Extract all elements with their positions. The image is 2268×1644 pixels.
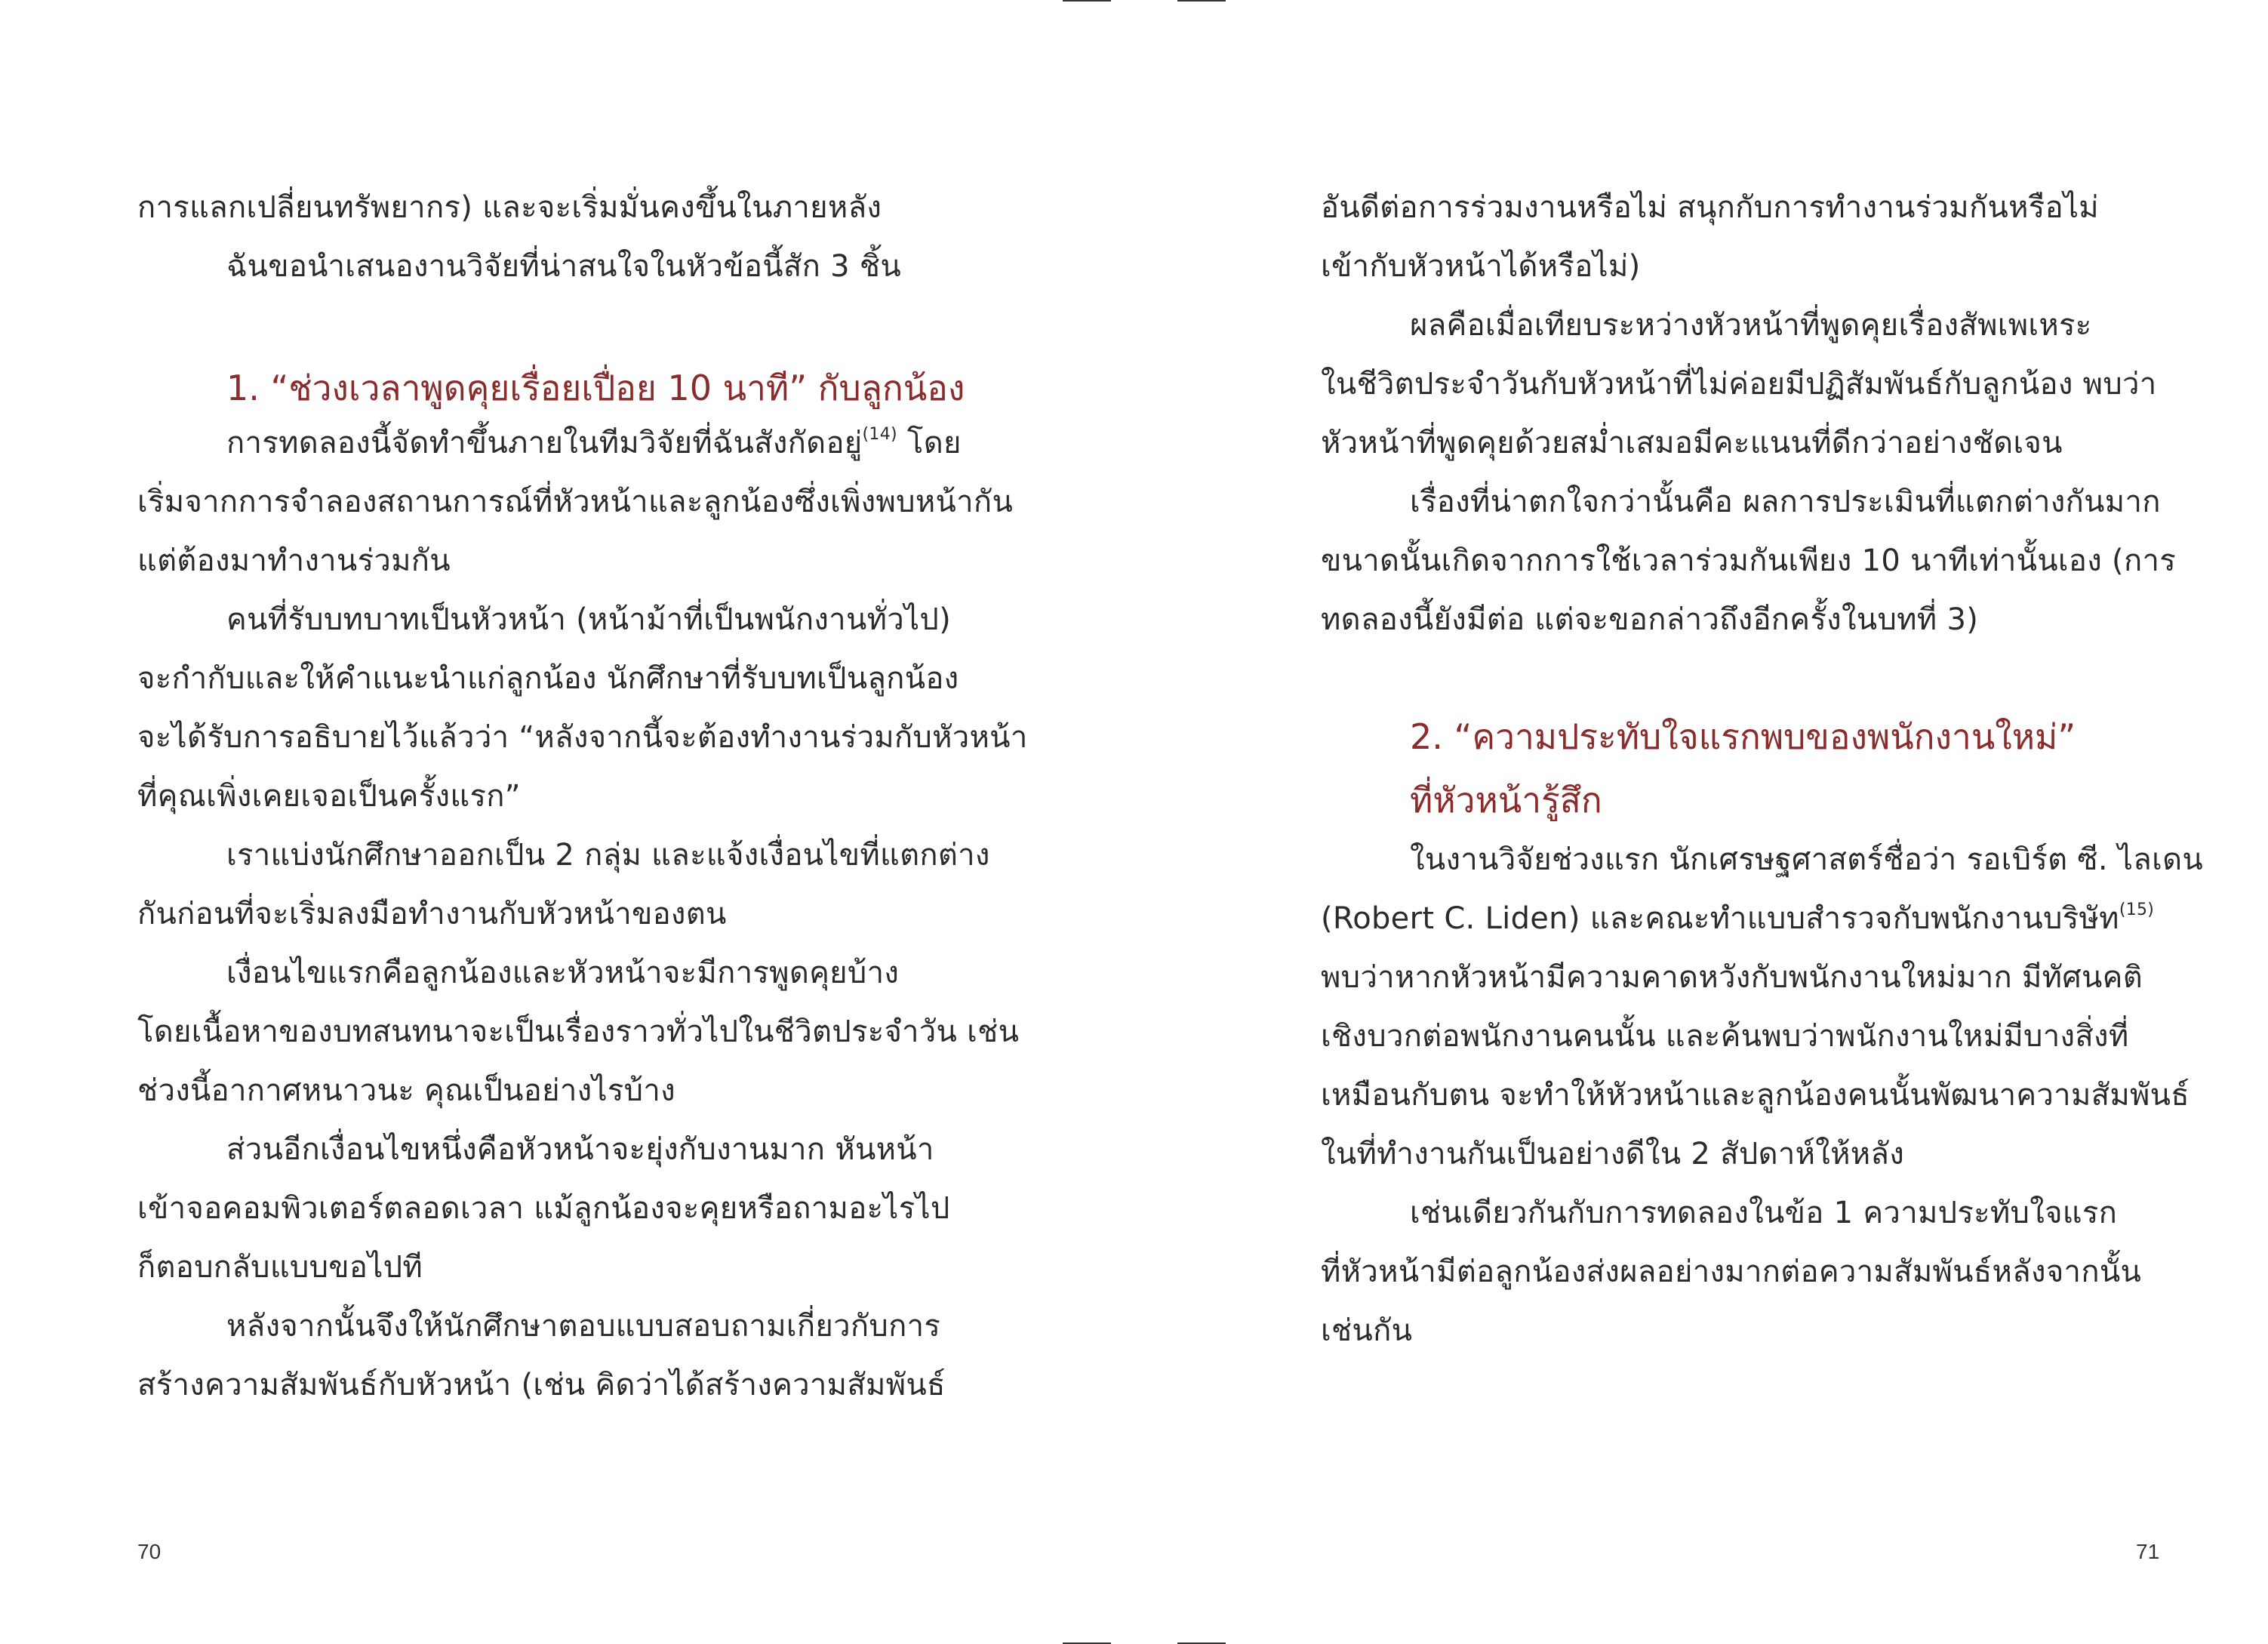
text-line: ส่วนอีกเงื่อนไขหนึ่งคือหัวหน้าจะยุ่งกับงานมาก หันหน้า [226, 1132, 934, 1167]
text-line: เริ่มจากการจำลองสถานการณ์ที่หัวหน้าและลูกน้องซึ่งเพิ่งพบหน้ากัน [137, 485, 1014, 519]
text-line: เราแบ่งนักศึกษาออกเป็น 2 กลุ่ม และแจ้งเงื่อนไขที่แตกต่าง [226, 838, 990, 873]
right-page [1134, 0, 2268, 1644]
text-line: เช่นเดียวกันกับการทดลองในข้อ 1 ความประทับใจแรก [1410, 1196, 2118, 1230]
text-line: จะกำกับและให้คำแนะนำแก่ลูกน้อง นักศึกษาที่รับบทเป็นลูกน้อง [137, 661, 959, 696]
text-line: หัวหน้าที่พูดคุยด้วยสม่ำเสมอมีคะแนนที่ดีกว่าอย่างชัดเจน [1321, 426, 2063, 460]
text-line: เรื่องที่น่าตกใจกว่านั้นคือ ผลการประเมินที่แตกต่างกันมาก [1410, 485, 2161, 519]
text-line: ในที่ทำงานกันเป็นอย่างดีใน 2 สัปดาห์ให้หลัง [1321, 1137, 1905, 1171]
page-number: 71 [2136, 1540, 2160, 1563]
text-line: ที่หัวหน้ามีต่อลูกน้องส่งผลอย่างมากต่อความสัมพันธ์หลังจากนั้น [1321, 1255, 2142, 1289]
text-line: แต่ต้องมาทำงานร่วมกัน [137, 543, 451, 578]
text-line [1321, 889, 2203, 948]
text-line: ในงานวิจัยช่วงแรก นักเศรษฐศาสตร์ชื่อว่า รอเบิร์ต ซี. ไลเดน [1410, 842, 2204, 877]
text-line: ผลคือเมื่อเทียบระหว่างหัวหน้าที่พูดคุยเรื่องสัพเพเหระ [1410, 308, 2092, 343]
section-heading-2 [1410, 705, 2076, 832]
left-intro [137, 178, 901, 296]
text-fragment: การทดลองนี้จัดทำขึ้นภายในทีมวิจัยที่ฉันสังกัดอยู่ [226, 426, 863, 460]
text-line: ฉันขอนำเสนองานวิจัยที่น่าสนใจในหัวข้อนี้สัก 3 ชิ้น [226, 249, 902, 284]
text-line: เข้าจอคอมพิวเตอร์ตลอดเวลา แม้ลูกน้องจะคุยหรือถามอะไรไป [137, 1191, 950, 1226]
text-fragment: โดย [897, 426, 962, 460]
footnote-ref-14: (14) [862, 425, 897, 444]
text-line: ขนาดนั้นเกิดจากการใช้เวลาร่วมกันเพียง 10 นาทีเท่านั้นเอง (การ [1321, 543, 2177, 578]
text-line: เชิงบวกต่อพนักงานคนนั้น และค้นพบว่าพนักงานใหม่มีบางสิ่งที่ [1321, 1019, 2129, 1054]
footnote-ref-15: (15) [2119, 901, 2155, 919]
left-body [137, 414, 1028, 1415]
text-line: ที่คุณเพิ่งเคยเจอเป็นครั้งแรก” [137, 779, 521, 814]
text-line: เข้ากับหัวหน้าได้หรือไม่) [1321, 249, 1641, 284]
text-line: โดยเนื้อหาของบทสนทนาจะเป็นเรื่องราวทั่วไปในชีวิตประจำวัน เช่น [137, 1014, 1020, 1049]
text-line: ช่วงนี้อากาศหนาวนะ คุณเป็นอย่างไรบ้าง [137, 1073, 675, 1108]
text-line: คนที่รับบทบาทเป็นหัวหน้า (หน้าม้าที่เป็นพนักงานทั่วไป) [226, 602, 952, 637]
text-line: ในชีวิตประจำวันกับหัวหน้าที่ไม่ค่อยมีปฏิสัมพันธ์กับลูกน้อง พบว่า [1321, 367, 2157, 402]
section-heading-1 [226, 356, 965, 420]
text-line: พบว่าหากหัวหน้ามีความคาดหวังกับพนักงานใหม่มาก มีทัศนคติ [1321, 960, 2143, 995]
text-line: อันดีต่อการร่วมงานหรือไม่ สนุกกับการทำงานร่วมกันหรือไม่ [1321, 190, 2099, 225]
text-line: หลังจากนั้นจึงให้นักศึกษาตอบแบบสอบถามเกี่ยวกับการ [226, 1309, 941, 1344]
text-line: กันก่อนที่จะเริ่มลงมือทำงานกับหัวหน้าของตน [137, 897, 727, 931]
right-body-top [1321, 178, 2176, 649]
text-line: การแลกเปลี่ยนทรัพยากร) และจะเริ่มมั่นคงขึ้นในภายหลัง [137, 190, 882, 225]
page-number: 70 [137, 1540, 162, 1563]
text-line: ทดลองนี้ยังมีต่อ แต่จะขอกล่าวถึงอีกครั้งในบทที่ 3) [1321, 602, 1979, 637]
heading-text: 1. “ช่วงเวลาพูดคุยเรื่อยเปื่อย 10 นาที” กับลูกน้อง [226, 368, 965, 408]
text-line: ก็ตอบกลับแบบขอไปที [137, 1250, 423, 1285]
heading-line: ที่หัวหน้ารู้สึก [1410, 780, 1602, 820]
right-body-bottom [1321, 830, 2203, 1360]
text-line: เงื่อนไขแรกคือลูกน้องและหัวหน้าจะมีการพูดคุยบ้าง [226, 956, 900, 990]
text-fragment: (Robert C. Liden) และคณะทำแบบสำรวจกับพนักงานบริษัท [1321, 901, 2119, 936]
text-line: จะได้รับการอธิบายไว้แล้วว่า “หลังจากนี้จะต้องทำงานร่วมกับหัวหน้า [137, 720, 1028, 755]
text-line: เหมือนกับตน จะทำให้หัวหน้าและลูกน้องคนนั้นพัฒนาความสัมพันธ์ [1321, 1078, 2190, 1113]
text-line: เช่นกัน [1321, 1313, 1413, 1348]
text-line: สร้างความสัมพันธ์กับหัวหน้า (เช่น คิดว่าได้สร้างความสัมพันธ์ [137, 1368, 946, 1402]
heading-line: 2. “ความประทับใจแรกพบของพนักงานใหม่” [1410, 716, 2076, 757]
text-line [137, 414, 1028, 473]
